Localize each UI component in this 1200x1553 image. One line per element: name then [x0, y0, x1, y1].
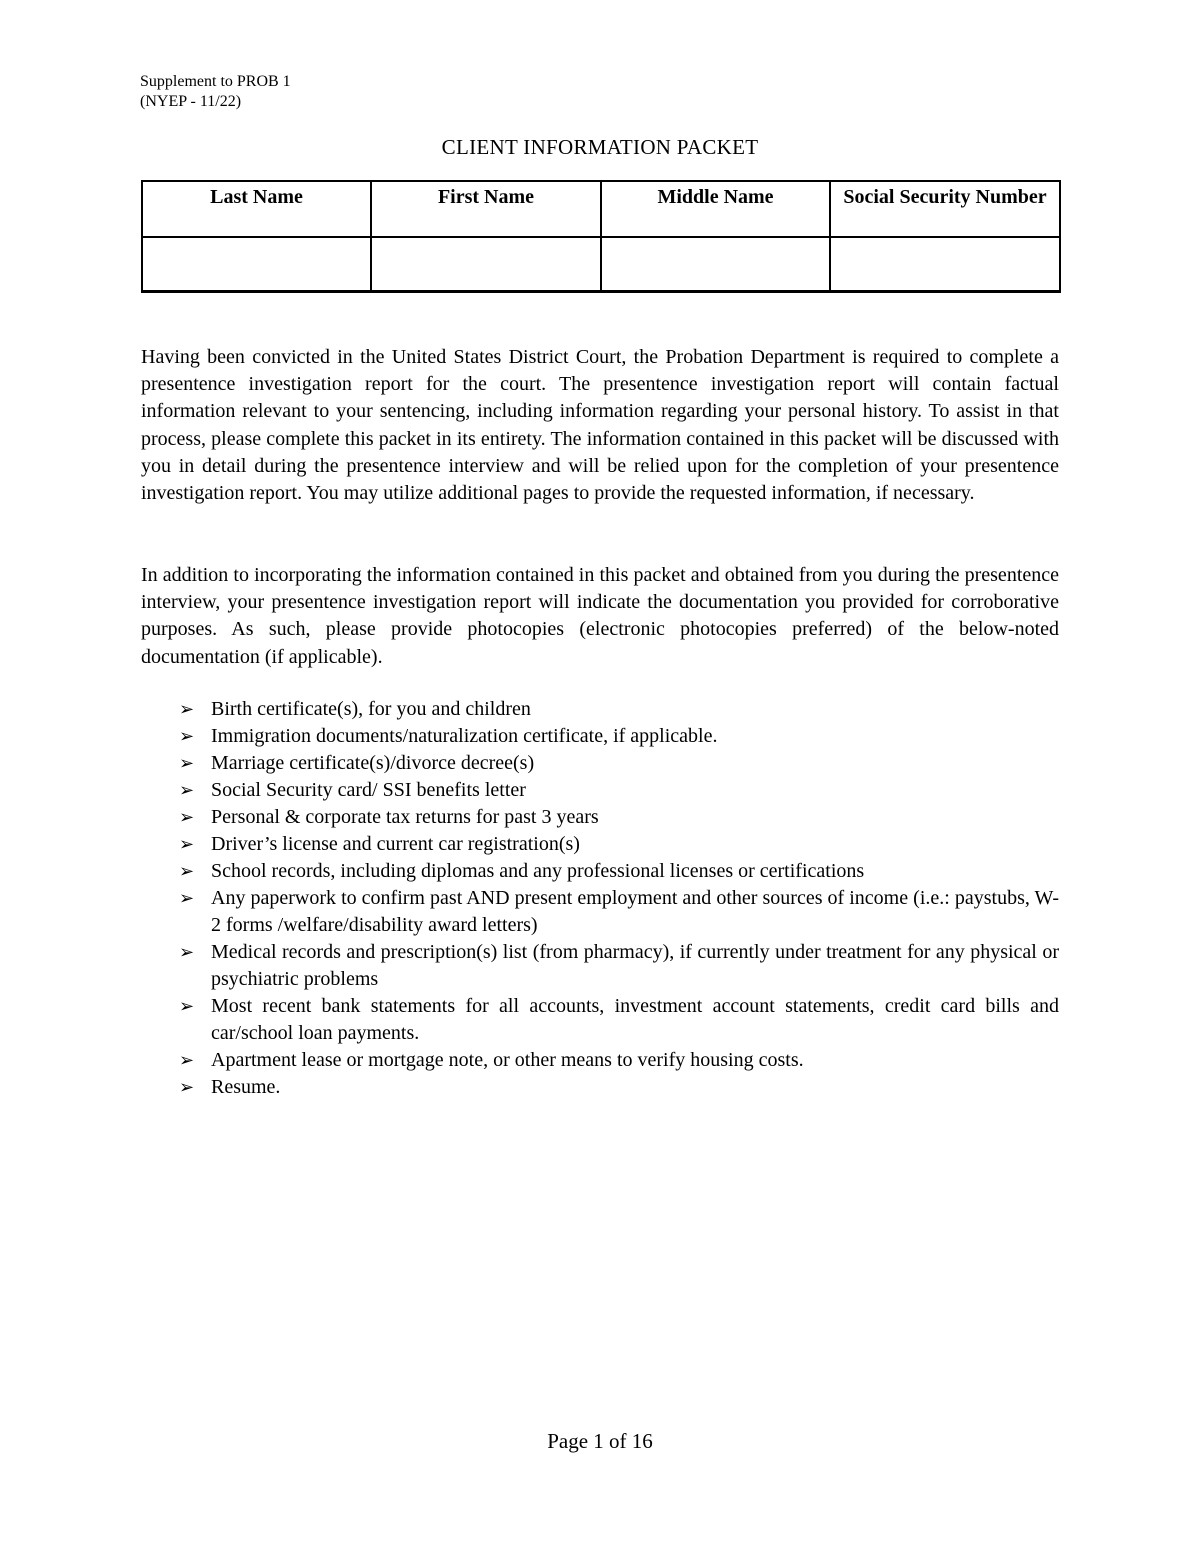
- arrow-bullet-icon: ➢: [179, 1050, 195, 1071]
- arrow-bullet-icon: ➢: [179, 753, 195, 774]
- form-supplement-line: Supplement to PROB 1: [140, 73, 291, 90]
- list-item: [141, 939, 1059, 993]
- form-revision-line: (NYEP - 11/22): [140, 93, 242, 110]
- list-item-text: Medical records and prescription(s) list (from pharmacy), if currently under treatment for any physical or psychiatric problems: [211, 941, 1059, 990]
- list-item: [141, 750, 1059, 777]
- list-item-text: Any paperwork to confirm past AND present employment and other sources of income (i.e.: paystubs, W-2 forms /welfare/disability award letters): [211, 887, 1059, 936]
- arrow-bullet-icon: ➢: [179, 996, 195, 1017]
- list-item-text: Birth certificate(s), for you and children: [211, 698, 531, 720]
- list-item: [141, 858, 1059, 885]
- last-name-header: Last Name: [142, 181, 371, 237]
- list-item-text: Resume.: [211, 1076, 281, 1098]
- arrow-bullet-icon: ➢: [179, 726, 195, 747]
- list-item-text: Apartment lease or mortgage note, or other means to verify housing costs.: [211, 1049, 804, 1071]
- form-identifier: [140, 72, 291, 112]
- list-item-text: School records, including diplomas and any professional licenses or certifications: [211, 860, 865, 882]
- last-name-cell[interactable]: [142, 237, 371, 292]
- list-item-text: Immigration documents/naturalization certificate, if applicable.: [211, 725, 718, 747]
- arrow-bullet-icon: ➢: [179, 807, 195, 828]
- list-item-text: Most recent bank statements for all accounts, investment account statements, credit card bills and car/school loan payments.: [211, 995, 1059, 1044]
- table-header-row: [142, 181, 1060, 237]
- list-item: [141, 723, 1059, 750]
- arrow-bullet-icon: ➢: [179, 861, 195, 882]
- list-item: [141, 777, 1059, 804]
- arrow-bullet-icon: ➢: [179, 699, 195, 720]
- list-item-text: Personal & corporate tax returns for past 3 years: [211, 806, 599, 828]
- list-item-text: Driver’s license and current car registration(s): [211, 833, 580, 855]
- first-name-header: First Name: [371, 181, 601, 237]
- list-item: [141, 1047, 1059, 1074]
- arrow-bullet-icon: ➢: [179, 780, 195, 801]
- list-item: [141, 804, 1059, 831]
- first-name-cell[interactable]: [371, 237, 601, 292]
- table-entry-row: [142, 237, 1060, 292]
- arrow-bullet-icon: ➢: [179, 834, 195, 855]
- documentation-paragraph: In addition to incorporating the information contained in this packet and obtained from you during the presentence interview, your presentence investigation report will indicate the documentation you provided for corroborative purposes. As such, please provide photocopies (electronic photocopies preferred) of the below-noted documentation (if applicable).: [141, 564, 1059, 668]
- list-item: [141, 993, 1059, 1047]
- page-number: Page 1 of 16: [547, 1429, 653, 1453]
- list-item: [141, 831, 1059, 858]
- list-item: [141, 1074, 1059, 1101]
- middle-name-header: Middle Name: [601, 181, 830, 237]
- list-item-text: Social Security card/ SSI benefits letter: [211, 779, 526, 801]
- list-item: [141, 885, 1059, 939]
- middle-name-cell[interactable]: [601, 237, 830, 292]
- arrow-bullet-icon: ➢: [179, 1077, 195, 1098]
- documentation-list: [141, 696, 1059, 1101]
- arrow-bullet-icon: ➢: [179, 888, 195, 909]
- list-item: [141, 696, 1059, 723]
- ssn-cell[interactable]: [830, 237, 1060, 292]
- client-name-table: [141, 180, 1061, 293]
- list-item-text: Marriage certificate(s)/divorce decree(s): [211, 752, 535, 774]
- document-title: CLIENT INFORMATION PACKET: [441, 135, 759, 159]
- arrow-bullet-icon: ➢: [179, 942, 195, 963]
- intro-paragraph: Having been convicted in the United States District Court, the Probation Department is required to complete a presentence investigation report for the court. The presentence investigation report will contain factual information relevant to your sentencing, including information regarding your personal history. To assist in that process, please complete this packet in its entirety. The information contained in this packet will be discussed with you in detail during the presentence interview and will be relied upon for the completion of your presentence investigation report. You may utilize additional pages to provide the requested information, if necessary.: [141, 346, 1059, 505]
- ssn-header: Social Security Number: [830, 181, 1060, 237]
